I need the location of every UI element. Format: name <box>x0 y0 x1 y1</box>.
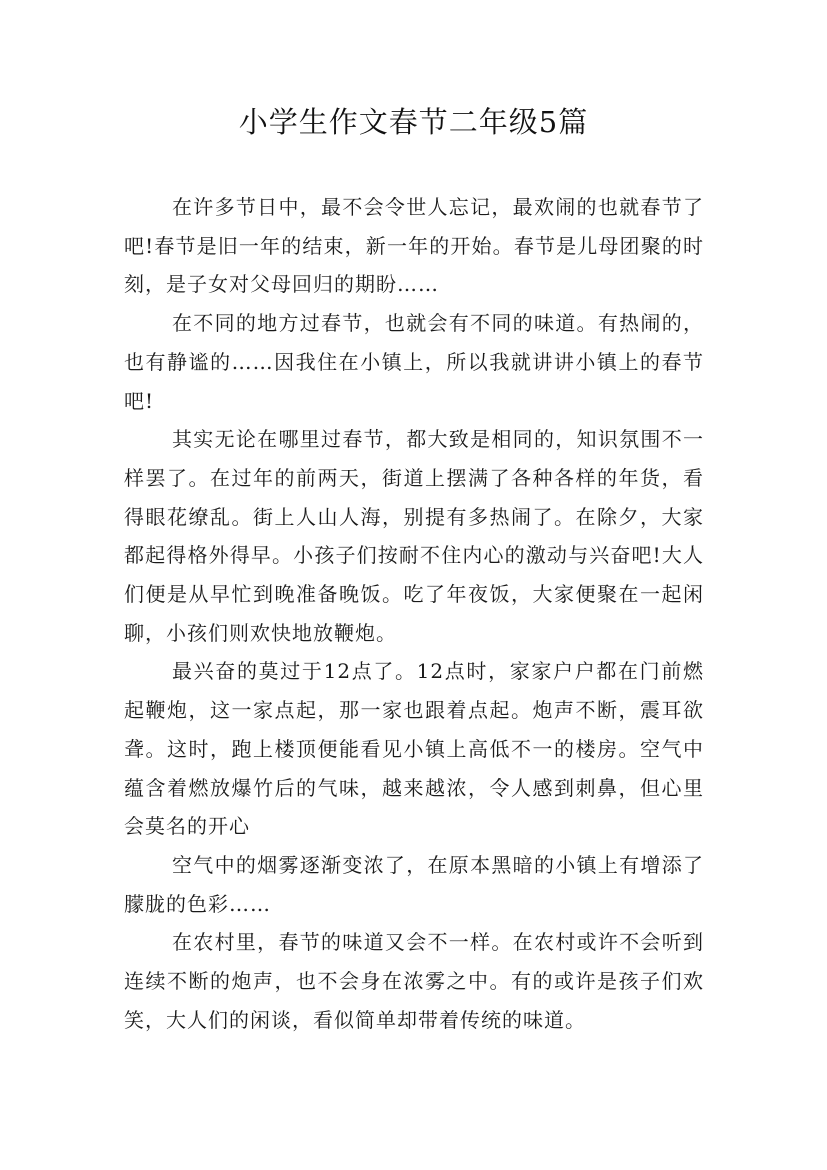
paragraph-2: 在不同的地方过春节，也就会有不同的味道。有热闹的，也有静谧的……因我住在小镇上，所以我就讲讲小镇上的春节吧! <box>124 311 704 413</box>
paragraph-6: 在农村里，春节的味道又会不一样。在农村或许不会听到连续不断的炮声，也不会身在浓雾之中。有的或许是孩子们欢笑，大人们的闲谈，看似简单却带着传统的味道。 <box>124 930 704 1032</box>
paragraph-1: 在许多节日中，最不会令世人忘记，最欢闹的也就春节了吧!春节是旧一年的结束，新一年的开始。春节是儿母团聚的时刻，是子女对父母回归的期盼…… <box>124 195 704 297</box>
document-body <box>124 188 704 1039</box>
paragraph-5: 空气中的烟雾逐渐变浓了，在原本黑暗的小镇上有增添了朦胧的色彩…… <box>124 852 704 916</box>
paragraph-4: 最兴奋的莫过于12点了。12点时，家家户户都在门前燃起鞭炮，这一家点起，那一家也跟着点起。炮声不断，震耳欲聋。这时，跑上楼顶便能看见小镇上高低不一的楼房。空气中蕴含着燃放爆竹后的气味，越来越浓，令人感到刺鼻，但心里会莫名的开心 <box>124 659 704 839</box>
paragraph-3: 其实无论在哪里过春节，都大致是相同的，知识氛围不一样罢了。在过年的前两天，街道上摆满了各种各样的年货，看得眼花缭乱。街上人山人海，别提有多热闹了。在除夕，大家都起得格外得早。小孩子们按耐不住内心的激动与兴奋吧!大人们便是从早忙到晚准备晚饭。吃了年夜饭，大家便聚在一起闲聊，小孩们则欢快地放鞭炮。 <box>124 427 704 645</box>
document-title: 小学生作文春节二年级5篇 <box>238 105 589 139</box>
